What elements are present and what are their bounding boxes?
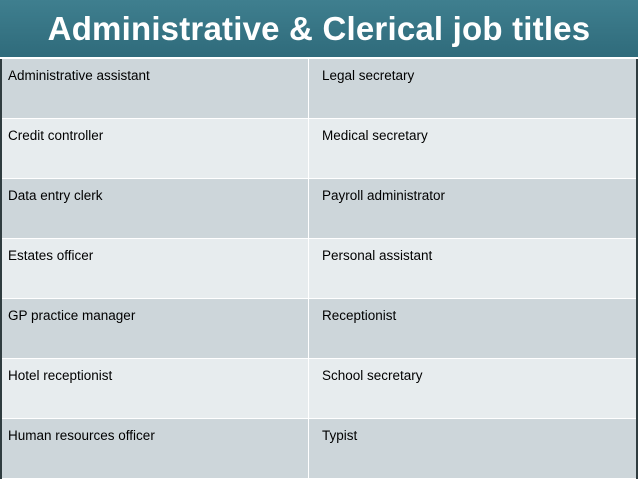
table-cell: Credit controller [2, 119, 309, 178]
table-cell: Medical secretary [322, 128, 428, 143]
table-cell: Hotel receptionist [2, 359, 309, 418]
table-row [2, 119, 636, 179]
table-cell: Receptionist [322, 308, 397, 323]
table-row [2, 299, 636, 359]
table-row [2, 179, 636, 239]
table-cell: Data entry clerk [2, 179, 309, 238]
title-bar [0, 0, 638, 59]
table-row [2, 239, 636, 299]
table-cell: Typist [322, 428, 358, 443]
table-cell: Human resources officer [2, 419, 309, 478]
table-row [2, 59, 636, 119]
table-cell: GP practice manager [2, 299, 309, 358]
table-cell: Estates officer [2, 239, 309, 298]
table-cell: Legal secretary [322, 68, 415, 83]
page-title: Administrative & Clerical job titles [47, 9, 591, 47]
table-cell: Personal assistant [322, 248, 433, 263]
table-cell: Administrative assistant [2, 59, 309, 118]
table-cell: Payroll administrator [322, 188, 446, 203]
table-row [2, 419, 636, 479]
table-row [2, 359, 636, 419]
job-titles-table [0, 59, 638, 479]
table-cell: School secretary [322, 368, 423, 383]
